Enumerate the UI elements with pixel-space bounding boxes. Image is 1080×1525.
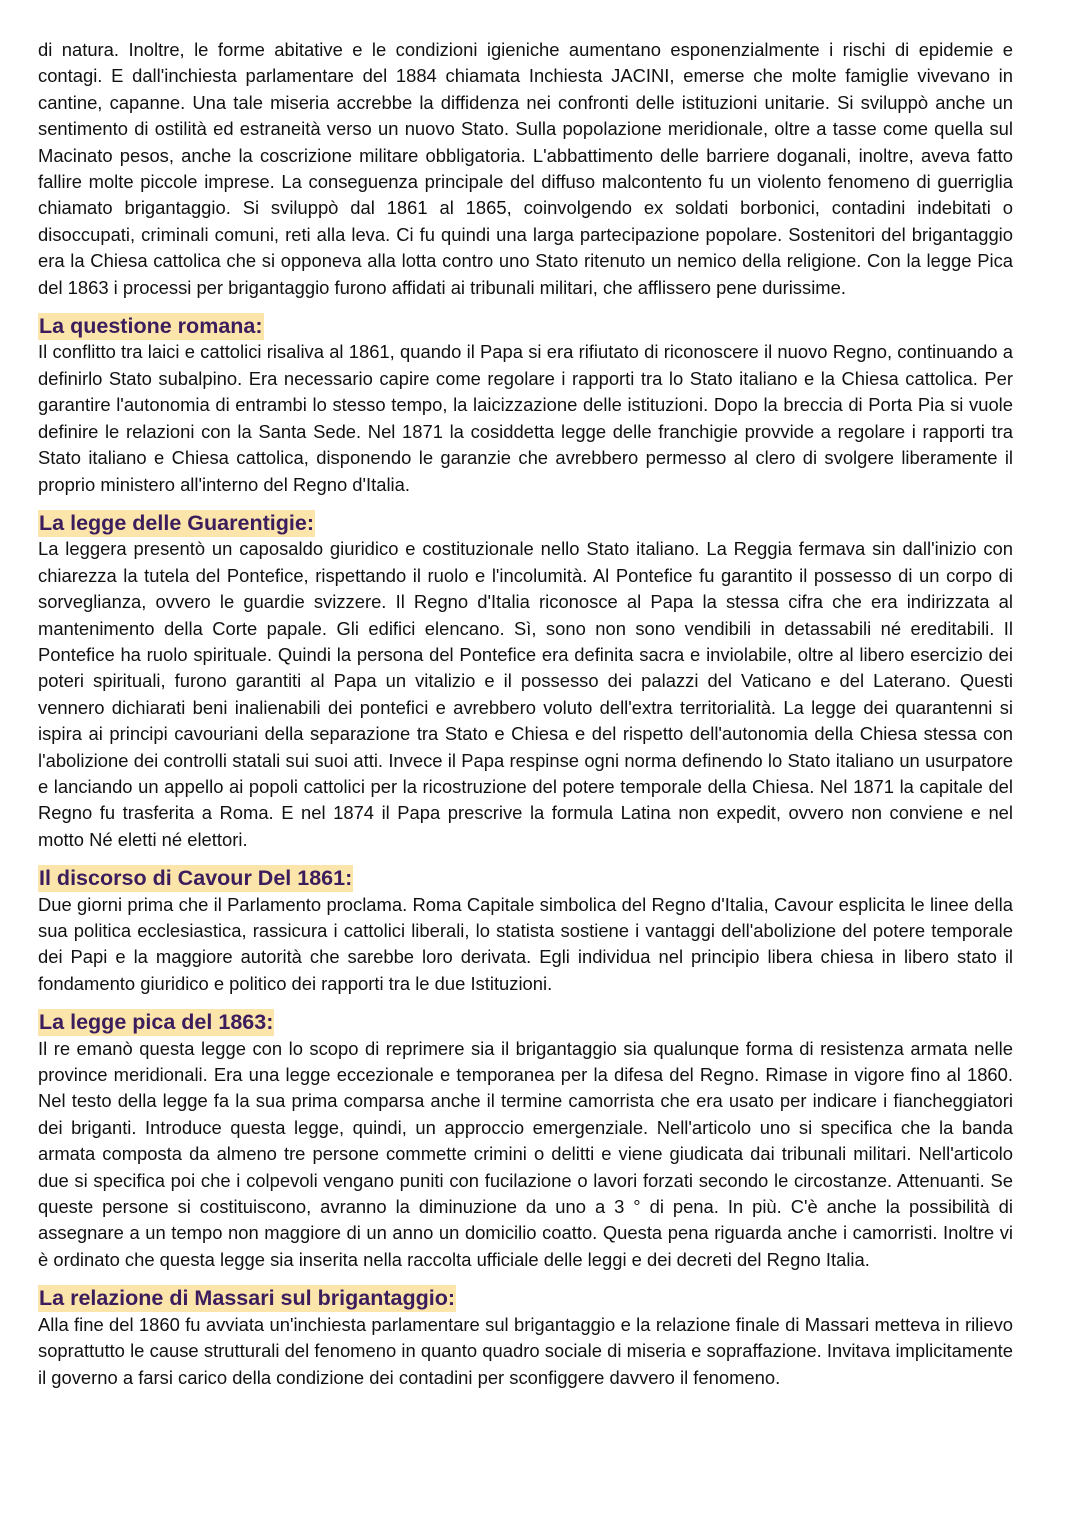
section-body: La leggera presentò un caposaldo giuridico e costituzionale nello Stato italiano. La Reggia fermava sin dall'inizio con chiarezza la tutela del Pontefice, rispettando il ruolo e l'incolumità. Al Pontefice fu garantito il possesso di un corpo di sorveglianza, ovvero le guardie svizzere. Il Regno d'Italia riconosce al Papa la stessa cifra che era indirizzata al mantenimento della Corte papale. Gli edifici elencano. Sì, sono non sono vendibili in detassabili né ereditabili. Il Pontefice ha ruolo spirituale. Quindi la persona del Pontefice era definita sacra e inviolabile, oltre al libero esercizio dei poteri spirituali, furono garantiti al Papa un vitalizio e il possesso dei palazzi del Vaticano e del Laterano. Questi vennero dichiarati beni inalienabili dei pontefici e avrebbero voluto dell'extra territorialità. La legge dei quarantenni si ispira ai principi cavouriani della separazione tra Stato e Chiesa e del rispetto dell'autonomia della Chiesa stessa con l'abolizione dei controlli statali sui suoi atti. Invece il Papa respinse ogni norma definendo lo Stato italiano un usurpatore e lanciando un appello ai popoli cattolici per la ricostruzione del potere temporale della Chiesa. Nel 1871 la capitale del Regno fu trasferita a Roma. E nel 1874 il Papa prescrive la formula Latina non expedit, ovvero non conviene e nel motto Né eletti né elettori. [38,538,1013,850]
section-body: Due giorni prima che il Parlamento proclama. Roma Capitale simbolica del Regno d'Italia, Cavour esplicita le linee della sua politica ecclesiastica, rassicura i cattolici liberali, lo statista sostiene i vantaggi dell'abolizione del potere temporale dei Papi e la maggiore autorità che sarebbe loro derivata. Egli individua nel principio libera chiesa in libero stato il fondamento giuridico e politico dei rapporti tra le due Istituzioni. [38,893,1013,994]
intro-paragraph: di natura. Inoltre, le forme abitative e le condizioni igieniche aumentano esponenzialmente i rischi di epidemie e contagi. E dall'inchiesta parlamentare del 1884 chiamata Inchiesta JACINI, emerse che molte famiglie vivevano in cantine, capanne. Una tale miseria accrebbe la diffidenza nei confronti delle istituzioni unitarie. Si sviluppò anche un sentimento di ostilità ed estraneità verso un nuovo Stato. Sulla popolazione meridionale, oltre a tasse come quella sul Macinato pesos, anche la coscrizione militare obbligatoria. L'abbattimento delle barriere doganali, inoltre, aveva fatto fallire molte piccole imprese. La conseguenza principale del diffuso malcontento fu un violento fenomeno di guerriglia chiamato brigantaggio. Si sviluppò dal 1861 al 1865, coinvolgendo ex soldati borbonici, contadini indebitati o disoccupati, criminali comuni, reti alla leva. Ci fu quindi una larga partecipazione popolare. Sostenitori del brigantaggio era la Chiesa cattolica che si opponeva alla lotta contro uno Stato ritenuto un nemico della religione. Con la legge Pica del 1863 i processi per brigantaggio furono affidati ai tribunali militari, che afflissero pene durissime. [38,39,1013,298]
section-heading [38,510,1013,536]
document-page [38,37,1013,1391]
section-heading [38,313,1013,339]
heading-text-discorso-cavour: Il discorso di Cavour Del 1861: [39,866,353,891]
heading-text-questione-romana: La questione romana: [39,314,263,339]
section-body: Il conflitto tra laici e cattolici risaliva al 1861, quando il Papa si era rifiutato di riconoscere il nuovo Regno, continuando a definirlo Stato subalpino. Era necessario capire come regolare i rapporti tra lo Stato italiano e la Chiesa cattolica. Per garantire l'autonomia di entrambi lo stesso tempo, la laicizzazione delle istituzioni. Dopo la breccia di Porta Pia si vuole definire le relazioni con la Santa Sede. Nel 1871 la cosiddetta legge delle franchigie provvide a regolare i rapporti tra Stato italiano e Chiesa cattolica, disponendo le garanzie che avrebbero permesso al clero di svolgere liberamente il proprio ministero all'interno del Regno d'Italia. [38,341,1013,495]
section-body: Alla fine del 1860 fu avviata un'inchiesta parlamentare sul brigantaggio e la relazione finale di Massari metteva in rilievo soprattutto le cause strutturali del fenomeno in quanto quadro sociale di miseria e sopraffazione. Invitava implicitamente il governo a farsi carico della condizione dei contadini per sconfiggere davvero il fenomeno. [38,1313,1013,1388]
heading-text-legge-pica: La legge pica del 1863: [39,1010,274,1035]
heading-text-relazione-massari: La relazione di Massari sul brigantaggio: [39,1286,456,1311]
section-body: Il re emanò questa legge con lo scopo di reprimere sia il brigantaggio sia qualunque forma di resistenza armata nelle province meridionali. Era una legge eccezionale e temporanea per la difesa del Regno. Rimase in vigore fino al 1860. Nel testo della legge fa la sua prima comparsa anche il termine camorrista che era usato per indicare i fiancheggiatori dei briganti. Introduce questa legge, quindi, un approccio emergenziale. Nell'articolo uno si specifica che la banda armata composta da almeno tre persone commette crimini o delitti e viene giudicata dai tribunali militari. Nell'articolo due si specifica poi che i colpevoli vengano puniti con fucilazione o lavori forzati secondo le circostanze. Attenuanti. Se queste persone si costituiscono, avranno la diminuzione da uno a 3 ° di pena. In più. C'è anche la possibilità di assegnare a un tempo non maggiore di un anno un domicilio coatto. Questa pena riguarda anche i camorristi. Inoltre vi è ordinato che questa legge sia inserita nella raccolta ufficiale delle leggi e dei decreti del Regno Italia. [38,1037,1013,1270]
section-legge-guarentigie [38,510,1013,853]
section-legge-pica [38,1009,1013,1273]
section-relazione-massari [38,1285,1013,1391]
section-discorso-cavour [38,865,1013,997]
section-questione-romana [38,313,1013,498]
section-heading [38,865,1013,891]
section-heading [38,1285,1013,1311]
section-heading [38,1009,1013,1035]
heading-text-legge-guarentigie: La legge delle Guarentigie: [39,510,314,535]
